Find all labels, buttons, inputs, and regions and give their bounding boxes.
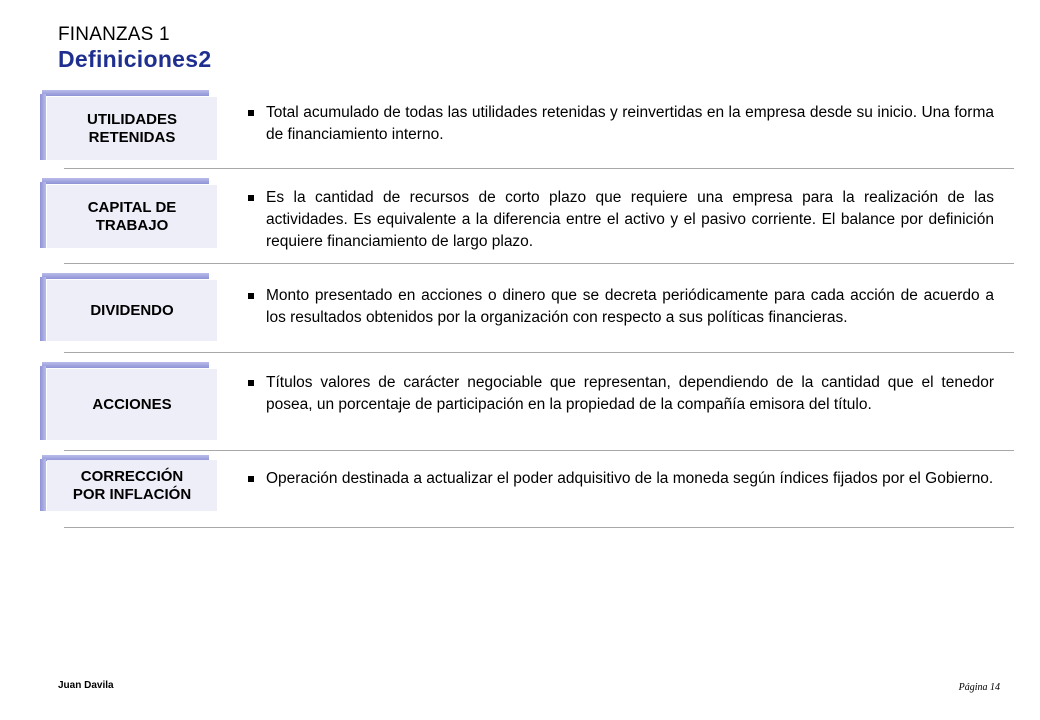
definition-text	[248, 187, 994, 253]
term-label	[47, 460, 217, 511]
term-label	[47, 185, 217, 248]
term-label-line1: UTILIDADES	[87, 110, 177, 128]
tab-frame-left	[40, 277, 46, 341]
bullet-icon	[248, 380, 254, 386]
page-title: Definiciones2	[58, 46, 212, 72]
separator-line	[64, 450, 1014, 451]
definition-text	[248, 102, 994, 146]
definition-text	[248, 468, 994, 490]
tab-frame-left	[40, 182, 46, 248]
tab-frame-left	[40, 459, 46, 511]
definition-body: Operación destinada a actualizar el poder adquisitivo de la moneda según índices fijados por el Gobierno.	[266, 470, 994, 487]
bullet-icon	[248, 195, 254, 201]
bullet-icon	[248, 110, 254, 116]
tab-frame-top	[42, 90, 209, 96]
term-label-line1: CORRECCIÓN	[80, 467, 184, 485]
definition-text	[248, 372, 994, 416]
term-tab-dividendo	[40, 273, 217, 341]
term-label-line2: POR INFLACIÓN	[72, 485, 192, 503]
tab-frame-top	[42, 178, 209, 184]
tab-frame-top	[42, 362, 209, 368]
term-label-line2: TRABAJO	[95, 216, 169, 234]
term-tab-acciones	[40, 362, 217, 440]
separator-line	[64, 352, 1014, 353]
term-label	[47, 369, 217, 440]
footer-author: Juan Davila	[58, 680, 114, 691]
definition-body: Total acumulado de todas las utilidades retenidas y reinvertidas en la empresa desde su inicio. Una forma de financiamiento interno.	[266, 104, 994, 143]
tab-frame-left	[40, 94, 46, 160]
separator-line	[64, 263, 1014, 264]
term-label-line1: DIVIDENDO	[90, 301, 174, 319]
tab-frame-top	[42, 273, 209, 279]
term-label	[47, 280, 217, 341]
definition-body: Monto presentado en acciones o dinero que se decreta periódicamente para cada acción de acuerdo a los resultados obtenidos por la organización con respecto a sus políticas financieras.	[266, 287, 994, 326]
page-number: Página 14	[958, 682, 1000, 693]
course-title: FINANZAS 1	[58, 24, 170, 45]
tab-frame-left	[40, 366, 46, 440]
term-label-line1: CAPITAL DE	[87, 198, 177, 216]
separator-line	[64, 168, 1014, 169]
definition-text	[248, 285, 994, 329]
term-tab-capital-de-trabajo	[40, 178, 217, 248]
term-label-line1: ACCIONES	[92, 395, 172, 413]
term-label	[47, 97, 217, 160]
term-tab-correccion-por-inflacion	[40, 455, 217, 511]
bullet-icon	[248, 293, 254, 299]
term-tab-utilidades-retenidas	[40, 90, 217, 160]
bullet-icon	[248, 476, 254, 482]
separator-line	[64, 527, 1014, 528]
definition-body: Títulos valores de carácter negociable que representan, dependiendo de la cantidad que el tenedor posea, un porcentaje de participación en la propiedad de la compañía emisora del título.	[266, 374, 994, 413]
definition-body: Es la cantidad de recursos de corto plazo que requiere una empresa para la realización de las actividades. Es equivalente a la diferencia entre el activo y el pasivo corriente. El balance por definición requiere financiamiento de largo plazo.	[266, 189, 994, 250]
term-label-line2: RETENIDAS	[88, 128, 176, 146]
